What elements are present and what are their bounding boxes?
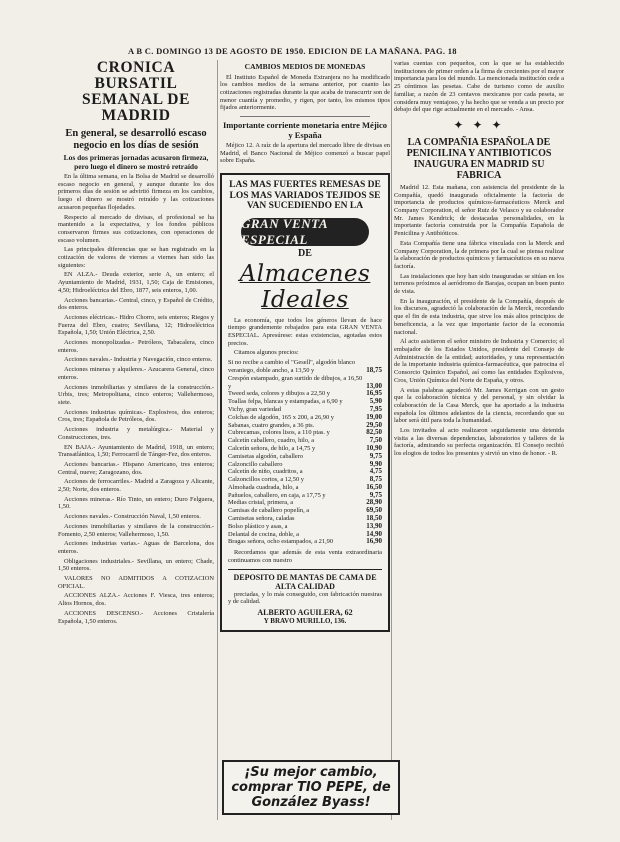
paragraph: VALORES NO ADMITIDOS A COTIZACION OFICIAL.	[58, 575, 214, 590]
penicilina-body	[394, 184, 564, 458]
price-item-name: Calcetín caballero, cuadro, hilo, a	[228, 437, 315, 445]
paragraph: ACCIONES ALZA.- Acciones F. Viesca, tres enteros; Altos Hornos, dos.	[58, 592, 214, 608]
ornament-divider: ✦ ✦ ✦	[453, 117, 505, 132]
price-item-name: Vichy, gran variedad	[228, 405, 281, 413]
price-item-name: Delantal de cocina, doble, a	[228, 530, 299, 538]
paragraph: Madrid 12. Esta mañana, con asistencia del presidente de la Compañía, quedó inaugurada oficialmente la factoría de importancia de productos químicos-farmacéuticos Merck and Company Corporation, el señor Ruiz de Velasco y su colaborador Mr. James Kendrick; de destacadas personalidades, en la importante factoría construida por la Compañía Española de Penicilina y Antibióticos.	[394, 183, 564, 238]
price-item-price: 18,50	[366, 514, 382, 523]
price-item-price: 7,50	[369, 436, 382, 445]
price-item	[228, 390, 382, 398]
paragraph: Acciones de ferrocarriles.- Madrid a Zaragoza y Alicante, 2,50; Norte, dos enteros.	[58, 478, 214, 494]
price-item-name: Toallas felpa, blancas y estampadas, a 6,90 y	[228, 398, 343, 406]
tio-pepe-ad: ¡Su mejor cambio, comprar TIO PEPE, de González Byass!	[222, 760, 400, 815]
price-item-name: Calzoncillo caballero	[228, 460, 283, 468]
paragraph: Las instalaciones que hoy han sido inauguradas se sitúan en los terrenos próximos al aeródromo de Barajas, ocupan un buen punto de vista.	[394, 272, 564, 296]
price-item	[228, 445, 382, 453]
column-divider	[217, 60, 218, 820]
paragraph: Al acto asistieron el señor ministro de Industria y Comercio; el embajador de los Estados Unidos, presidente del Consejo de Administración de la entidad; autoridades, y una representación de la importante industria química-farmacéutica, que patrocina el Consorcio Químico Español, así como las entidades Explosivos, Cros, Unión Química del Norte de España, y otros.	[394, 338, 564, 384]
paragraph: Los invitados al acto realizaron seguidamente una detenida visita a las diversas dependencias, laboratorios y talleres de la factoría, admirando su perfecta organización. El Consejo recibió los elogios de todos los presentes y sirvió un vino de honor. - R.	[394, 427, 564, 458]
page-header: A B C. DOMINGO 13 DE AGOSTO DE 1950. EDICION DE LA MAÑANA. PAG. 18	[128, 46, 457, 56]
paragraph: Acciones industrias varias.- Aguas de Barcelona, dos enteros.	[58, 540, 214, 555]
price-item	[228, 523, 382, 531]
price-item	[228, 531, 382, 539]
ad-ribbon: GRAN VENTA ESPECIAL	[241, 218, 369, 246]
price-item-name: Colchas de algodón, 165 x 200, a 26,90 y	[228, 413, 334, 421]
paragraph: Acciones industria y metalúrgica.- Material y Construcciones, tres.	[58, 426, 214, 441]
price-item	[228, 414, 382, 422]
price-item	[228, 406, 382, 414]
price-item-price: 13,00	[366, 381, 382, 390]
price-item-price: 28,90	[366, 498, 382, 507]
price-item	[228, 461, 382, 469]
price-item	[228, 453, 382, 461]
bursatil-lead: Los dos primeras jornadas acusaron firmeza, pero luego el dinero se mostró retraído	[63, 153, 209, 171]
paragraph: Esta Compañía tiene una fábrica vinculada con la Merck and Company Corporation, la de primera por la cual se piensa realizar la elaboración de productos químicos y farmacéuticos en su nueva factoría.	[394, 239, 564, 270]
price-item	[228, 468, 382, 476]
almacenes-ideales-ad	[220, 173, 390, 632]
price-item-name: Si no recibe a cambio el "Gesell", algodón blanco veraniego, doble ancho, a 13,50 y	[228, 359, 356, 374]
price-item-price: 13,90	[366, 521, 382, 530]
paragraph: Acciones industrias químicas.- Explosivos, dos enteros; Cros, tres; Española de Petróleos, dos.	[58, 408, 214, 424]
price-item-name: Camisetas señora, caladas	[228, 515, 295, 523]
ad-text2: Citamos algunos precios:	[234, 349, 299, 357]
price-item	[228, 499, 382, 507]
price-item-price: 9,75	[369, 490, 382, 499]
price-item-price: 16,95	[366, 389, 382, 398]
ad-footer-text: Recordamos que además de esta venta extraordinaria continuamos con nuestro	[228, 549, 382, 564]
ad-address-1: ALBERTO AGUILERA, 62	[257, 608, 353, 618]
price-item-price: 19,00	[366, 412, 382, 421]
paragraph: Respecto al mercado de divisas, el profesional se ha mantenido a la expectativa, y los fondos públicos conservaron firmes sus cotizaciones, con operaciones de escaso volumen.	[58, 213, 214, 244]
bursatil-title: CRONICA BURSATIL SEMANAL DE MADRID	[81, 60, 191, 124]
price-item-price: 9,75	[369, 451, 382, 460]
price-item-name: Camisas de caballero popelín, a	[228, 507, 310, 515]
price-item-name: Medias cristal, primera, a	[228, 499, 294, 507]
price-item-price: 82,50	[366, 428, 382, 437]
paragraph: EN BAJA.- Ayuntamiento de Madrid, 1918, un entero; Transatlántica, 1,50; Ferrocarril de Tánger-Fez, dos enteros.	[58, 443, 214, 459]
price-item-name: Calzoncillos cortos, a 12,50 y	[228, 476, 304, 484]
paragraph: Acciones monopolizadas.- Petróleos, Tabacalera, cinco enteros.	[58, 339, 214, 354]
bursatil-column	[58, 60, 214, 820]
bursatil-body	[58, 173, 214, 625]
price-item-name: Crespón estampado, gran surtido de dibujos, a 16,50 y	[228, 374, 363, 390]
paragraph: En la inauguración, el presidente de la Compañía, después de los discursos, agradeció la colaboración de la Merck, recordando que el fin de esta industria, que sirve los más altos principios de beneficencia, a la vez que importante factor de la economía nacional.	[394, 297, 564, 336]
price-item	[228, 515, 382, 523]
paragraph: Acciones bancarias.- Hispano Americano, tres enteros; Central, nueve; Zaragozano, dos.	[58, 460, 214, 476]
ad-store-name: Almacenes Ideales	[239, 260, 371, 313]
price-item	[228, 484, 382, 492]
price-item-price: 16,90	[366, 537, 382, 546]
price-item-name: Tweed seda, colores y dibujos a 22,50 y	[228, 390, 330, 398]
paragraph: Acciones navales.- Industria y Navegación, cinco enteros.	[64, 356, 213, 364]
price-item-name: Calcetín señora, de hilo, a 14,75 y	[228, 444, 316, 452]
bursatil-subtitle: En general, se desarrolló escaso negocio en los días de sesión	[65, 128, 207, 151]
ad-address-2: Y BRAVO MURILLO, 136.	[263, 617, 347, 626]
penicilina-column	[394, 60, 564, 820]
importante-title: Importante corriente monetaria entre Méjico y España	[222, 120, 388, 140]
price-item-price: 7,95	[369, 404, 382, 413]
price-item-name: Sabanas, cuatro grandes, a 36 pts.	[228, 421, 315, 429]
paragraph: A estas palabras agradeció Mr. James Kerrigan con un gesto que la colaboración técnica y del personal, y sin olvidar la colaboración de la Casa Merck, que ha aportado a la industria española los últimos adelantos de la ciencia, recordando que su labor será útil para toda la humanidad.	[394, 386, 564, 425]
price-item	[228, 538, 382, 546]
paragraph: Acciones inmobiliarias y similares de la construcción.- Fomento, 2,50 enteros; Vallehermoso, 1,50.	[58, 522, 214, 538]
ad-de: DE	[298, 247, 312, 259]
price-item-name: Camisetas algodón, caballero	[228, 452, 304, 460]
price-item	[228, 476, 382, 484]
ad-deposito: DEPOSITO DE MANTAS DE CAMA DE ALTA CALIDAD	[228, 569, 382, 591]
paragraph: Acciones bancarias.- Central, cinco, y Español de Crédito, dos enteros.	[58, 296, 214, 312]
price-item-name: Pañuelos, caballero, en caja, a 17,75 y	[228, 491, 326, 499]
price-item-price: 69,50	[366, 506, 382, 515]
column-divider	[391, 60, 392, 820]
paragraph: Obligaciones industriales.- Sevillana, un entero; Chade, 1,50 enteros.	[58, 557, 214, 573]
intro-text: varias cuentas con pequeños, con la que se ha establecido instituciones de primer orden a la firma de crecientes por el mayor importancia para los del mundo. La mencionada institución cede a 25 céntimos las pesetas. Cabe de turismo como de auxilio familiar, a razón de 23 centavos mexicanos por cada peseta, se considera muy ventajoso, y ha hecho que se venda a un precio por debajo del que rige actualmente en el mercado. - Ansa.	[394, 60, 564, 114]
price-item-name: Bolso plástico y asas, a	[228, 522, 288, 530]
paragraph: Acciones navales.- Construcción Naval, 1,50 enteros.	[64, 513, 201, 521]
ad-price-list	[228, 359, 382, 546]
price-item	[228, 492, 382, 500]
price-item-price: 8,75	[369, 475, 382, 484]
price-item-price: 9,90	[369, 459, 382, 468]
price-item	[228, 359, 382, 375]
price-item-name: Almohada cuadrada, hilo, a	[228, 483, 299, 491]
separator	[240, 116, 370, 117]
price-item	[228, 375, 382, 391]
price-item	[228, 429, 382, 437]
paragraph: Acciones mineras y alquileres.- Azucarera General, cinco enteros.	[58, 366, 214, 381]
penicilina-title: LA COMPAÑIA ESPAÑOLA DE PENICILINA Y ANTIBIOTICOS INAUGURA EN MADRID SU FABRICA	[406, 136, 552, 181]
price-item	[228, 507, 382, 515]
price-item-price: 10,90	[366, 443, 382, 452]
paragraph: Acciones inmobiliarias y similares de la construcción.- Urbis, tres; Metropolitana, cinco enteros; Vallehermoso, siete.	[58, 383, 214, 406]
price-item-name: Bragas señora, ocho estampados, a 21,90	[228, 538, 334, 546]
importante-text: Méjico 12. A raíz de la apertura del mercado libre de divisas en Madrid, el Banco Nacional de Méjico comenzó a buscar papel sobre España.	[220, 142, 390, 165]
price-item	[228, 398, 382, 406]
middle-column	[220, 60, 390, 756]
paragraph: ACCIONES DESCENSO.- Acciones Cristalería Española, 1,50 enteros.	[58, 609, 214, 625]
price-item-price: 4,75	[369, 467, 382, 476]
price-item-name: Calcetín de niño, cuadritos, a	[228, 468, 303, 476]
paragraph: Acciones mineras.- Río Tinto, un entero; Duro Felguera, 1,50.	[58, 495, 214, 511]
price-item	[228, 437, 382, 445]
price-item	[228, 422, 382, 430]
paragraph: Las principales diferencias que se han registrado en la cotización de valores de viernes a viernes han sido las siguientes:	[58, 246, 214, 269]
price-item-price: 5,90	[369, 397, 382, 406]
ad-deposito-text: preciadas, y lo más conseguido, con fabricación nuestras y de calidad.	[228, 590, 382, 606]
price-item-name: Cubrecamas, colores lisos, a 110 ptas. y	[228, 429, 330, 437]
ad-headline: LAS MAS FUERTES REMESAS DE LOS MAS VARIADOS TEJIDOS SE VAN SUCEDIENDO EN LA	[229, 180, 381, 212]
cambios-text: El Instituto Español de Moneda Extranjera no ha modificado los cambios medios de la semana anterior, por cuanto las cotizaciones registradas durante la que acaba de transcurrir son de menor cuantía y promedio, y rigen, por tanto, los mismos tipos fijados anteriormente.	[220, 73, 390, 112]
price-item-price: 29,50	[366, 420, 382, 429]
price-item-price: 14,90	[366, 529, 382, 538]
cambios-title: CAMBIOS MEDIOS DE MONEDAS	[244, 62, 366, 71]
price-item-price: 16,50	[366, 482, 382, 491]
price-item-price: 18,75	[366, 365, 382, 374]
paragraph: En la última semana, en la Bolsa de Madrid se desarrolló escaso negocio en general, y aunque durante los dos primeros días de sesión se advirtió firmeza en los cambios, luego el dinero se mostró retraído y las cotizaciones acusaron pequeñas flojedades.	[58, 173, 214, 211]
paragraph: EN ALZA.- Deuda exterior, serie A, un entero; el Ayuntamiento de Madrid, 1931, 1,50; Caja de Emisiones, 4,50; Hidroeléctrica del Ebro, 1877, seis enteros, 1,00.	[58, 271, 214, 294]
ad-text: La economía, que todos los géneros llevan de hace tiempo grandemente rebajados para esta GRAN VENTA ESPECIAL. Apresúrese: estas existencias, agotadas estos precios.	[228, 316, 382, 347]
paragraph: Acciones eléctricas.- Hidro Chorro, seis enteros; Riegos y Fuerza del Ebro, cuatro; Sevillana, 12; Hidroeléctrica Española, 1,50; Unión Eléctrica, 2,50.	[58, 313, 214, 337]
